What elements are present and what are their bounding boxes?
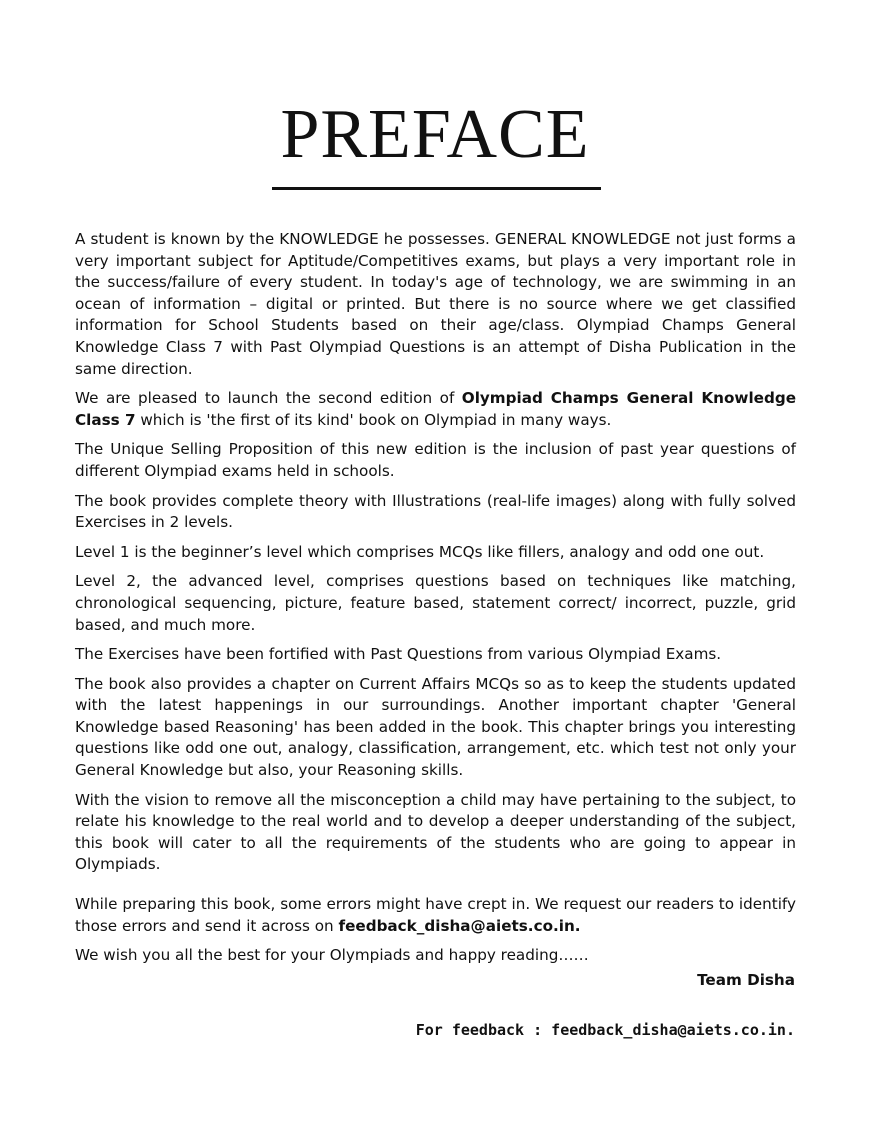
- title-underline: [272, 187, 601, 190]
- paragraph-text: The Exercises have been fortified with Past Questions from various Olympiad Exams.: [75, 645, 722, 664]
- preface-body: [75, 229, 796, 975]
- paragraph-text: Level 1 is the beginner’s level which comprises MCQs like fillers, analogy and odd one out.: [75, 542, 765, 561]
- paragraph-text: While preparing this book, some errors might have crept in. We request our readers to identify those errors and send it across on: [75, 895, 796, 935]
- paragraph-usp: [75, 439, 796, 482]
- paragraph-errors: [75, 894, 796, 937]
- paragraph-intro: [75, 229, 796, 380]
- feedback-email-bold: feedback_disha@aiets.co.in.: [338, 916, 581, 935]
- paragraph-text: A student is known by the KNOWLEDGE he possesses. GENERAL KNOWLEDGE not just forms a very important subject for Aptitude/Competitives exams, but plays a very important role in the success/failure of every student. In today's age of technology, we are swimming in an ocean of information – digital or printed. But there is no source where we get classified information for School Students based on their age/class. Olympiad Champs General Knowledge Class 7 with Past Olympiad Questions is an attempt of Disha Publication in the same direction.: [75, 230, 796, 378]
- paragraph-theory: [75, 491, 796, 534]
- paragraph-text: The book provides complete theory with Illustrations (real-life images) along with fully solved Exercises in 2 levels.: [75, 491, 796, 532]
- feedback-contact: For feedback : feedback_disha@aiets.co.in.: [415, 1021, 795, 1039]
- paragraph-text: With the vision to remove all the misconception a child may have pertaining to the subject, to relate his knowledge to the real world and to develop a deeper understanding of the subject, this book will cater to all the requirements of the students who are going to appear in Olympiads.: [75, 790, 796, 874]
- paragraph-text: Level 2, the advanced level, comprises questions based on techniques like matching, chronological sequencing, picture, feature based, statement correct/ incorrect, puzzle, grid based, and much more.: [75, 572, 796, 634]
- book-title-bold: Olympiad Champs General Knowledge Class 7: [75, 389, 796, 429]
- paragraph-level-2: [75, 571, 796, 636]
- paragraph-text: which is 'the first of its kind' book on Olympiad in many ways.: [135, 410, 612, 429]
- paragraph-current-affairs: [75, 674, 796, 782]
- paragraph-vision: [75, 790, 796, 876]
- paragraph-edition: [75, 388, 796, 431]
- signature-team: Team Disha: [697, 971, 795, 989]
- paragraph-text: We wish you all the best for your Olympiads and happy reading……: [75, 946, 589, 965]
- paragraph-level-1: [75, 542, 796, 564]
- paragraph-wishes: [75, 945, 796, 967]
- paragraph-text: The book also provides a chapter on Current Affairs MCQs so as to keep the students updated with the latest happenings in our surroundings. Another important chapter 'General Knowledge based Reasoning' has been added in the book. This chapter brings you interesting questions like odd one out, analogy, classification, arrangement, etc. which test not only your General Knowledge but also, your Reasoning skills.: [75, 674, 796, 780]
- paragraph-text: We are pleased to launch the second edition of: [75, 389, 462, 408]
- page-title: PREFACE: [280, 96, 590, 173]
- paragraph-exercises: [75, 644, 796, 666]
- paragraph-text: The Unique Selling Proposition of this new edition is the inclusion of past year questions of different Olympiad exams held in schools.: [75, 440, 796, 480]
